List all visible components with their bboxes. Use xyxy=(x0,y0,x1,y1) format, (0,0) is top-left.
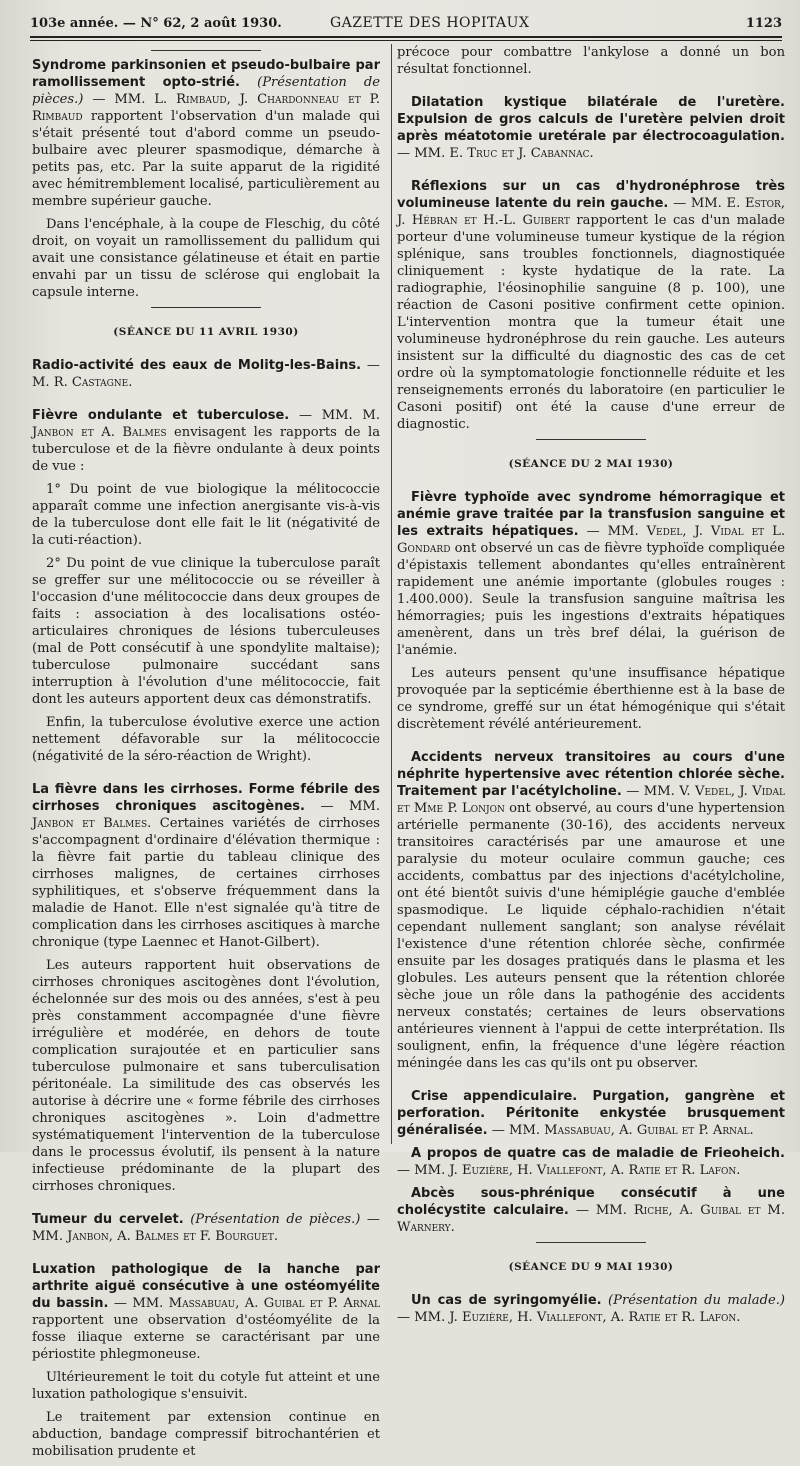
header-rule-thin xyxy=(30,40,782,41)
article-cirrhoses xyxy=(32,781,380,951)
article-title: La fièvre dans les cirrhoses. Forme fébrile des cirrhoses chroniques ascitogènes. xyxy=(32,782,380,814)
article-title: Abcès sous-phrénique consécutif à une cholécystite calculaire. xyxy=(397,1186,785,1218)
article-authors: — MM. Massabuau, A. Guibal et P. Arnal xyxy=(113,1296,381,1311)
article-authors: — MM. L. Rimbaud, J. Chardonneau et P. Rimbaud xyxy=(32,92,380,124)
continued-paragraph: précoce pour combattre l'ankylose a donné un bon résultat fonctionnel. xyxy=(397,45,785,77)
article-nephrite xyxy=(397,749,785,1072)
separator xyxy=(397,1242,785,1243)
article-title: Fièvre ondulante et tuberculose. xyxy=(32,408,290,423)
article-authors: — MM. Massabuau, A. Guibal et P. Arnal. xyxy=(491,1123,754,1138)
article-title: Fièvre typhoïde avec syndrome hémorragique et anémie grave traitée par la transfusion sanguine et les extraits hépatiques. xyxy=(397,490,785,539)
journal-title: GAZETTE DES HOPITAUX xyxy=(330,15,530,31)
article-molitg xyxy=(32,357,380,391)
left-column xyxy=(32,44,380,1466)
article-title: A propos de quatre cas de maladie de Frieoheich. xyxy=(411,1146,785,1161)
article-title: Tumeur du cervelet. xyxy=(32,1212,184,1227)
separator xyxy=(397,439,785,440)
article-paragraph: Ultérieurement le toit du cotyle fut atteint et une luxation pathologique s'ensuivit. xyxy=(32,1370,380,1402)
article-body: rapportent l'observation d'un malade qui s'était présenté tout d'abord comme un pseudo-bulbaire avec pleurer spasmodique, démarche à petits pas, etc. Par la suite apparut de la rigidité avec hémitremblement localisé, particulièrement au membre supérieur gauche. xyxy=(32,109,380,209)
article-authors: — M. R. Castagne. xyxy=(32,358,381,390)
right-column xyxy=(397,44,785,1332)
article-cervelet xyxy=(32,1211,380,1245)
article-syringomyelie xyxy=(397,1292,785,1326)
article-paragraph: 1° Du point de vue biologique la mélitococcie apparaît comme une infection anergisante vis-à-vis de la tuberculose dont elle fait le lit (négativité de la cuti-réaction). xyxy=(32,482,380,548)
article-presentation: (Présentation de pièces.) xyxy=(32,75,380,107)
article-paragraph: Les auteurs pensent qu'une insuffisance hépatique provoquée par la septicémie éberthienne est à la base de ce syndrome, greffé sur un état hémogénique qui s'était discrètement révélé antérieurement. xyxy=(397,666,785,732)
article-title: Dilatation kystique bilatérale de l'uretère. Expulsion de gros calculs de l'uretère pelvien droit après méatotomie uretérale par électrocoagulation. xyxy=(397,95,785,144)
article-body: Certaines variétés de cirrhoses s'accompagnent d'ordinaire d'élévation thermique : la fièvre fait partie du tableau clinique des cirrhoses malignes, de certaines cirrhoses syphilitiques, et s'observe fréquemment dans la maladie de Hanot. Elle n'est signalée qu'à titre de complication dans les cirrhoses ascitiques à marche chronique (type Laennec et Hanot-Gilbert). xyxy=(32,816,380,950)
article-title: Accidents nerveux transitoires au cours d'une néphrite hypertensive avec rétention chlorée sèche. Traitement par l'acétylcholine. xyxy=(397,750,785,799)
article-body: ont observé, au cours d'une hypertension artérielle permanente (30-16), des accidents nerveux transitoires caractérisés par une amaurose et une paralysie du moteur oculaire commun gauche; ces accidents, combattus par des injections d'acétylcholine, ont été bientôt suivis d'une hémiplégie gauche d'emblée spasmodique. Le liquide céphalo-rachidien n'était cependant nullement sanglant; son analyse révélait l'existence d'une rétention chlorée sèche, confirmée ensuite par les dosages pratiqués dans le plasma et les globules. Les auteurs pensent que la rétention chlorée sèche joue un rôle dans la pathogénie des accidents nerveux constatés; certaines de leurs observations antérieures viennent à l'appui de cette interprétation. Ils soulignent, enfin, la fréquence d'une légère réaction méningée dans les cas qu'ils ont pu observer. xyxy=(397,801,785,1071)
article-authors: — MM. J. Euzière, H. Viallefont, A. Ratie et R. Lafon. xyxy=(397,1310,741,1325)
article-body: rapportent le cas d'un malade porteur d'une volumineuse tumeur kystique de la région splénique, sans troubles fonctionnels, diagnostiquée cliniquement : kyste hydatique de la rate. La radiographie, l'éosinophilie sanguine (8 p. 100), une réaction de Casoni positive confirment cette opinion. L'intervention montra que la tumeur était une volumineuse hydronéphrose du rein gauche. Les auteurs insistent sur la difficulté du diagnostic des cas de cet ordre où la symptomatologie fonctionnelle réduite et les renseignements erronés du laboratoire (en particulier le Casoni positif) ont été la cause d'une erreur de diagnostic. xyxy=(397,213,785,432)
article-fievre-ondulante xyxy=(32,407,380,475)
article-authors: — MM. E. Truc et J. Cabannac. xyxy=(397,146,594,161)
separator xyxy=(32,50,380,51)
article-typhoide xyxy=(397,489,785,659)
page-number: 1123 xyxy=(745,16,782,31)
article-title: Luxation pathologique de la hanche par arthrite aiguë consécutive à une ostéomyélite du bassin. xyxy=(32,1262,380,1311)
article-paragraph: Dans l'encéphale, à la coupe de Fleschig, du côté droit, on voyait un ramollissement du pallidum qui avait une consistance gélatineuse et était en partie envahi par un tissu de sclérose qui englobait la capsule interne. xyxy=(32,217,380,300)
article-presentation: (Présentation de pièces.) xyxy=(190,1212,361,1227)
article-abces xyxy=(397,1185,785,1236)
article-appendiculaire xyxy=(397,1088,785,1139)
article-authors: — MM. Vedel, J. Vidal et L. Gondard xyxy=(397,524,785,556)
article-body: rapportent une observation d'ostéomyélite de la fosse iliaque externe se caractérisant par une périostite phlegmoneuse. xyxy=(32,1313,380,1362)
header-rule xyxy=(30,36,782,38)
article-friedreich xyxy=(397,1145,785,1179)
article-body: envisagent les rapports de la tuberculose et de la fièvre ondulante à deux points de vue : xyxy=(32,425,380,474)
article-parkinson xyxy=(32,57,380,210)
article-presentation: (Présentation du malade.) xyxy=(608,1293,785,1308)
article-paragraph: 2° Du point de vue clinique la tuberculose paraît se greffer sur une mélitococcie ou se réveiller à l'occasion d'une mélitococcie dans deux groupes de faits : association à des localisations ostéo-articulaires chroniques de lésions tuberculeuses (mal de Pott consécutif à une spondylite maltaise); tuberculose pulmonaire succédant sans interruption à l'évolution d'une mélitococcie, fait dont les auteurs apportent deux cas démonstratifs. xyxy=(32,556,380,707)
article-title: Radio-activité des eaux de Molitg-les-Bains. xyxy=(32,358,362,373)
article-title: Crise appendiculaire. Purgation, gangrène et perforation. Péritonite enkystée brusquement généralisée. xyxy=(397,1089,785,1138)
article-body: ont observé un cas de fièvre typhoïde compliquée d'épistaxis tellement abondantes qu'elles entraînèrent rapidement une anémie importante (globules rouges : 1.400.000). Seule la transfusion sanguine maîtrisa les hémorragies; puis les ingestions d'extraits hépatiques amenèrent, dans un très bref délai, la guérison de l'anémie. xyxy=(397,541,785,658)
separator xyxy=(32,307,380,308)
running-header xyxy=(30,10,782,36)
article-title: Réflexions sur un cas d'hydronéphrose très volumineuse latente du rein gauche. xyxy=(397,179,785,211)
article-authors: — MM. E. Estor, J. Hébran et H.-L. Guibert xyxy=(397,196,785,228)
seance-heading: (SÉANCE DU 9 MAI 1930) xyxy=(508,1261,674,1273)
column-divider xyxy=(391,44,392,1144)
article-authors: — MM. M. Janbon et A. Balmes xyxy=(32,408,380,440)
article-hydronephrose xyxy=(397,178,785,433)
article-authors: — MM. Janbon et Balmes. xyxy=(32,799,380,831)
article-authors: — MM. V. Vedel, J. Vidal et Mme P. Lonjon xyxy=(397,784,785,816)
article-paragraph: Le traitement par extension continue en abduction, bandage compressif bitrochantérien et mobilisation prudente et xyxy=(32,1410,380,1459)
article-authors: — MM. J. Euzière, H. Viallefont, A. Ratie et R. Lafon. xyxy=(397,1163,741,1178)
article-authors: — MM. Janbon, A. Balmes et F. Bourguet. xyxy=(32,1212,380,1244)
article-dilatation xyxy=(397,94,785,162)
article-paragraph: Enfin, la tuberculose évolutive exerce une action nettement défavorable sur la mélitococcie (négativité de la séro-réaction de Wright). xyxy=(32,715,380,764)
seance-heading: (SÉANCE DU 2 MAI 1930) xyxy=(508,458,674,470)
article-luxation xyxy=(32,1261,380,1363)
seance-heading: (SÉANCE DU 11 AVRIL 1930) xyxy=(113,326,299,338)
article-title: Un cas de syringomyélie. xyxy=(411,1293,602,1308)
issue-info: 103e année. — N° 62, 2 août 1930. xyxy=(30,16,282,31)
article-paragraph: Les auteurs rapportent huit observations de cirrhoses chroniques ascitogènes dont l'évolution, échelonnée sur des mois ou des années, s'est à peu près constamment accompagnée d'une fièvre irrégulière et modérée, en dehors de toute complication surajoutée et en particulier sans tuberculose pulmonaire et sans tuberculisation péritonéale. La similitude des cas observés les autorise à décrire une « forme fébrile des cirrhoses chroniques ascitogènes ». Loin d'admettre systématiquement l'intervention de la tuberculose dans le processus évolutif, ils pensent à la nature infectieuse prédominante de la plupart des cirrhoses chroniques. xyxy=(32,958,380,1194)
article-authors: — MM. Riche, A. Guibal et M. Warnery. xyxy=(397,1203,785,1235)
article-title: Syndrome parkinsonien et pseudo-bulbaire par ramollissement opto-strié. xyxy=(32,58,380,90)
